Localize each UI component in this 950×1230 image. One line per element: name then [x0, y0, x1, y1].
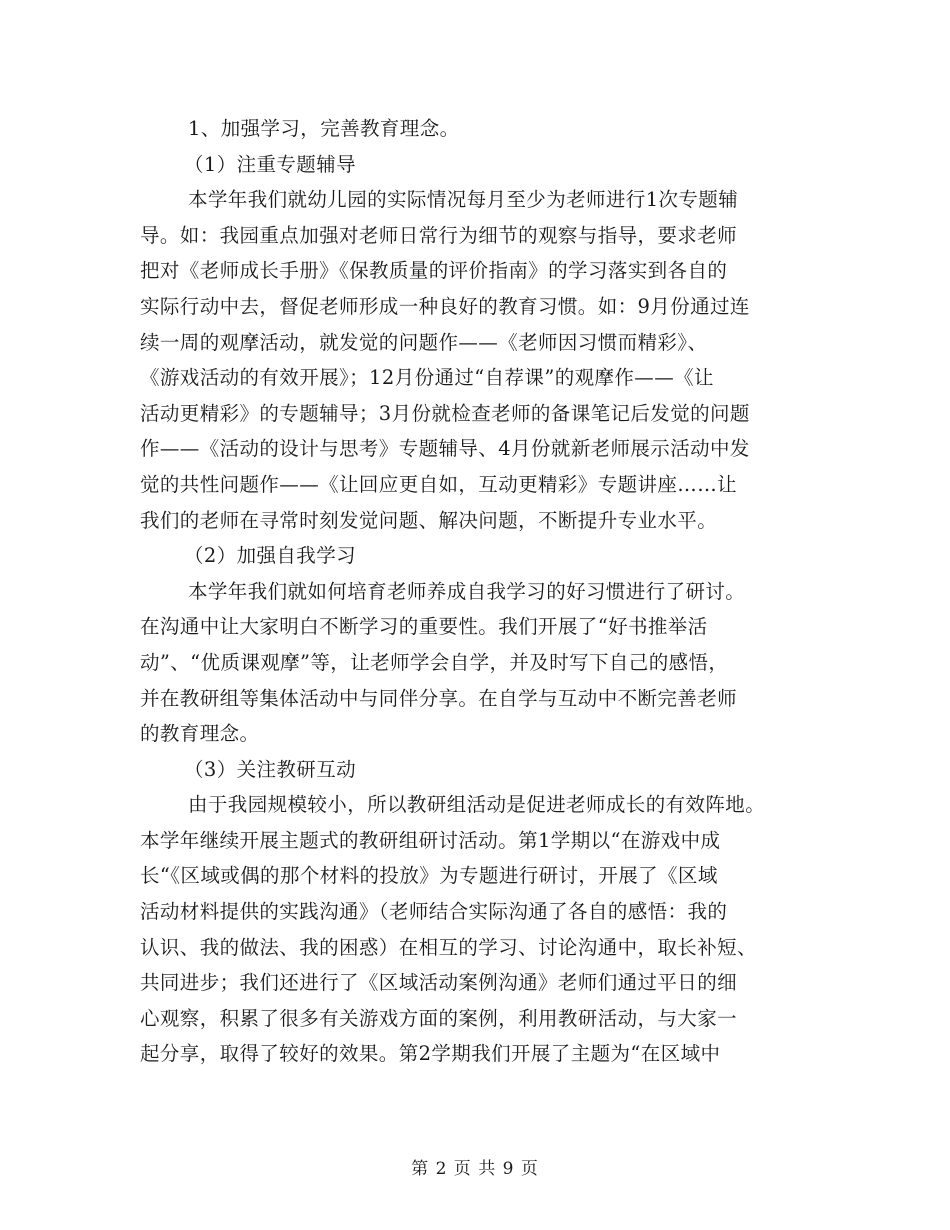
text-line: 认识、我的做法、我的困惑）在相互的学习、讨论沟通中，取长补短、: [140, 935, 757, 959]
paragraph-2: [140, 574, 810, 752]
text-line: 活动更精彩》的专题辅导；3月份就检查老师的备课笔记后发觉的问题: [140, 401, 750, 425]
paragraph-3: [140, 787, 810, 1072]
subsection-title-2: （2）加强自我学习: [184, 544, 357, 568]
text-line: 实际行动中去，督促老师形成一种良好的教育习惯。如：9月份通过连: [140, 294, 750, 318]
section-heading: 1、加强学习，完善教育理念。: [188, 117, 460, 140]
text-line: 长“《区域或偶的那个材料的投放》为专题进行研讨，开展了《区域: [140, 864, 718, 888]
text-line: 并在教研组等集体活动中与同伴分享。在自学与互动中不断完善老师: [140, 686, 738, 710]
text-line: 本学年我们就如何培育老师养成自我学习的好习惯进行了研讨。: [188, 579, 746, 603]
text-line: 在沟通中让大家明白不断学习的重要性。我们开展了“好书推举活: [140, 615, 708, 639]
text-line: 活动材料提供的实践沟通》（老师结合实际沟通了各自的感悟：我的: [140, 900, 728, 924]
text-line: 共同进步；我们还进行了《区域活动案例沟通》老师们通过平日的细: [140, 971, 738, 995]
text-line: 《游戏活动的有效开展》；12月份通过“自荐课”的观摩作——《让: [140, 366, 714, 390]
text-line: 的教育理念。: [140, 722, 260, 746]
document-body: [140, 111, 810, 1072]
text-line: 把对《老师成长手册》《保教质量的评价指南》的学习落实到各自的: [140, 259, 728, 283]
text-line: 由于我园规模较小，所以教研组活动是促进老师成长的有效阵地。: [188, 793, 766, 817]
subsection-title-1: （1）注重专题辅导: [184, 152, 357, 176]
text-line: 本学年我们就幼儿园的实际情况每月至少为老师进行1次专题辅: [188, 188, 739, 212]
text-line: 续一周的观摩活动，就发觉的问题作——《老师因习惯而精彩》、: [140, 330, 708, 354]
paragraph-1: [140, 182, 810, 538]
text-line: 起分享，取得了较好的效果。第2学期我们开展了主题为“在区域中: [140, 1042, 721, 1066]
text-line: 导。如：我园重点加强对老师日常行为细节的观察与指导，要求老师: [140, 223, 738, 247]
text-line: 心观察，积累了很多有关游戏方面的案例，利用教研活动，与大家一: [140, 1006, 738, 1030]
text-line: 觉的共性问题作——《让回应更自如，互动更精彩》专题讲座……让: [140, 472, 738, 496]
text-line: 我们的老师在寻常时刻发觉问题、解决问题，不断提升专业水平。: [140, 508, 718, 532]
text-line: 动”、“优质课观摩”等，让老师学会自学，并及时写下自己的感悟，: [140, 650, 729, 674]
text-line: 作——《活动的设计与思考》专题辅导、4月份就新老师展示活动中发: [140, 437, 750, 461]
subsection-title-3: （3）关注教研互动: [184, 757, 357, 781]
page-number-footer: 第 2 页 共 9 页: [411, 1159, 539, 1179]
text-line: 本学年继续开展主题式的教研组研讨活动。第1学期以“在游戏中成: [140, 828, 721, 852]
